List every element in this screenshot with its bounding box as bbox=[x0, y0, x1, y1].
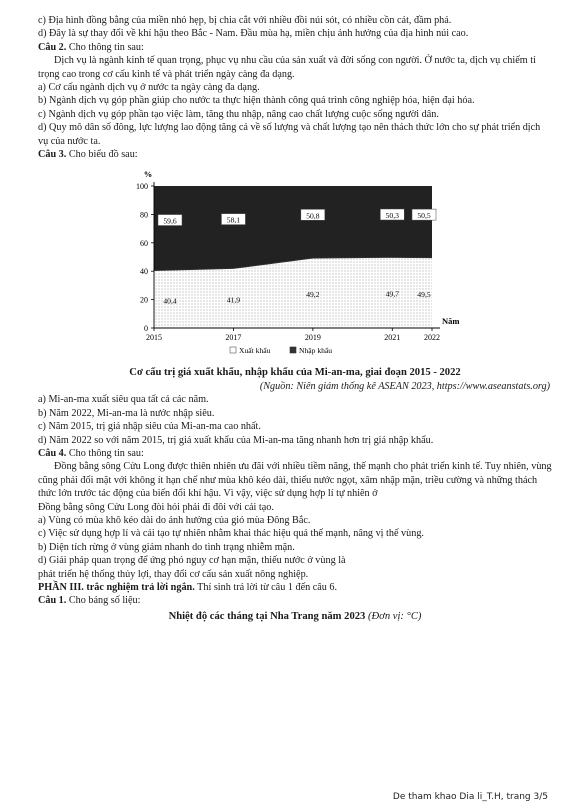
question-2-option: a) Cơ cấu ngành dịch vụ ở nước ta ngày càng đa dạng. bbox=[38, 82, 260, 94]
import-data-label: 58,1 bbox=[226, 216, 241, 226]
page-footer: De tham khao Dia li_T.H, trang 3/5 bbox=[392, 792, 548, 802]
question-2-passage: Dịch vụ là ngành kinh tế quan trọng, phục vụ nhu cầu của sản xuất và đời sống con người. Ở nước ta, dịch vụ chiếm tỉ trọng cao trong cơ cấu kinh tế và phát triển ngày càng đa dạng. bbox=[38, 55, 536, 80]
question-3-option: c) Năm 2015, trị giá nhập siêu của Mi-an-ma cao nhất. bbox=[38, 421, 261, 433]
question-4-option: phát triển hệ thống thủy lợi, thay đổi cơ cấu sản xuất nông nghiệp. bbox=[38, 568, 309, 580]
import-data-label: 59,6 bbox=[163, 217, 177, 227]
import-data-label: 50,3 bbox=[385, 211, 399, 221]
chart-caption: Cơ cấu trị giá xuất khẩu, nhập khẩu của Mi-an-ma, giai đoạn 2015 - 2022 bbox=[129, 367, 461, 379]
text-line: c) Địa hình đồng bằng của miền nhỏ hẹp, bị chia cắt với nhiều đồi núi sót, có nhiều cồn cát, đầm phá. bbox=[38, 15, 452, 26]
import-data-label: 50,5 bbox=[417, 211, 431, 221]
x-tick-label: 2021 bbox=[384, 333, 401, 343]
question-1-header: Câu 1. Cho bảng số liệu: bbox=[38, 595, 141, 607]
question-4-option: c) Việc sử dụng hợp lí và cải tạo tự nhiên nhằm khai thác hiệu quả thế mạnh, nâng vị thế vùng. bbox=[38, 528, 424, 540]
x-axis-title: Năm bbox=[442, 316, 460, 327]
x-tick-label: 2017 bbox=[225, 333, 242, 343]
exam-page bbox=[38, 14, 552, 623]
question-3-option: b) Năm 2022, Mi-an-ma là nước nhập siêu. bbox=[38, 407, 215, 419]
chart-container bbox=[38, 162, 552, 364]
legend-label-import: Nhập khẩu bbox=[299, 346, 333, 356]
import-data-label: 50,8 bbox=[306, 211, 320, 221]
legend-swatch-import bbox=[290, 347, 296, 353]
question-2-option: d) Quy mô dân số đông, lực lượng lao động tăng cả về số lượng và chất lượng tạo nên thách thức lớn cho sự phát triển dịch vụ của nước ta. bbox=[38, 122, 541, 147]
legend-swatch-export bbox=[230, 347, 236, 353]
question-4-option: a) Vùng có mùa khô kéo dài do ảnh hưởng của gió mùa Đông Bắc. bbox=[38, 514, 311, 526]
export-data-label: 49,2 bbox=[306, 290, 320, 300]
export-data-label: 49,5 bbox=[417, 290, 431, 300]
question-2-option: b) Ngành dịch vụ góp phần giúp cho nước ta thực hiện thành công quá trình công nghiệp hóa, hiện đại hóa. bbox=[38, 95, 475, 107]
question-3-header: Câu 3. Cho biểu đồ sau: bbox=[38, 149, 138, 161]
y-tick-label: 20 bbox=[140, 296, 148, 306]
table-title: Nhiệt độ các tháng tại Nha Trang năm 2023 (Đơn vị: °C) bbox=[168, 610, 422, 622]
export-data-label: 49,7 bbox=[385, 290, 399, 300]
legend-label-export: Xuất khẩu bbox=[239, 346, 271, 356]
question-4-option: b) Diện tích rừng ở vùng giảm nhanh do tình trạng nhiễm mặn. bbox=[38, 541, 295, 553]
chart-source: (Nguồn: Niên giám thống kê ASEAN 2023, https://www.aseanstats.org) bbox=[259, 380, 550, 392]
question-4-passage-end: Đồng bằng sông Cửu Long đòi hỏi phải đi đôi với cải tạo. bbox=[38, 501, 274, 513]
question-2-option: c) Ngành dịch vụ góp phần tạo việc làm, tăng thu nhập, nâng cao chất lượng cuộc sống người dân. bbox=[38, 108, 439, 120]
text-line: d) Đây là sự thay đổi về khí hậu theo Bắc - Nam. Đầu mùa hạ, miền chịu ảnh hưởng của địa hình núi cao. bbox=[38, 28, 469, 40]
y-tick-label: 80 bbox=[140, 210, 148, 220]
export-data-label: 41,9 bbox=[226, 295, 241, 305]
question-4-header: Câu 4. Cho thông tin sau: bbox=[38, 447, 144, 459]
x-tick-label: 2022 bbox=[424, 333, 440, 343]
area-chart bbox=[38, 162, 552, 364]
y-tick-label: 100 bbox=[136, 182, 148, 192]
question-2-header: Câu 2. Cho thông tin sau: bbox=[38, 41, 144, 53]
y-tick-label: 0 bbox=[144, 324, 148, 334]
export-data-label: 40,4 bbox=[163, 296, 177, 306]
part-3-header: PHẦN III. trắc nghiệm trả lời ngắn. Thí sinh trả lời từ câu 1 đến câu 6. bbox=[38, 581, 338, 593]
question-3-option: d) Năm 2022 so với năm 2015, trị giá xuất khẩu của Mi-an-ma tăng nhanh hơn trị giá nhập khẩu. bbox=[38, 434, 434, 446]
y-tick-label: 60 bbox=[140, 239, 148, 249]
y-tick-label: 40 bbox=[140, 267, 148, 277]
x-tick-label: 2015 bbox=[146, 333, 162, 343]
question-4-option: d) Giải pháp quan trọng để ứng phó nguy cơ hạn mặn, thiếu nước ở vùng là bbox=[38, 555, 346, 567]
question-3-option: a) Mi-an-ma xuất siêu qua tất cả các năm. bbox=[38, 394, 209, 406]
y-axis-title: % bbox=[143, 169, 153, 180]
question-4-passage: Đồng bằng sông Cửu Long được thiên nhiên ưu đãi với nhiều tiềm năng, thế mạnh cho phát triển kinh tế. Tuy nhiên, vùng cũng phải đối mặt với không ít hạn chế như mùa khô kéo dài, thiếu nước ngọt, xâm nhập mặn, triều cường và những thách thức lớn trước tác động của biến đổi khí hậu. Vì vậy, việc sử dụng hợp lí tự nhiên ở bbox=[38, 461, 552, 500]
x-tick-label: 2019 bbox=[304, 333, 321, 343]
